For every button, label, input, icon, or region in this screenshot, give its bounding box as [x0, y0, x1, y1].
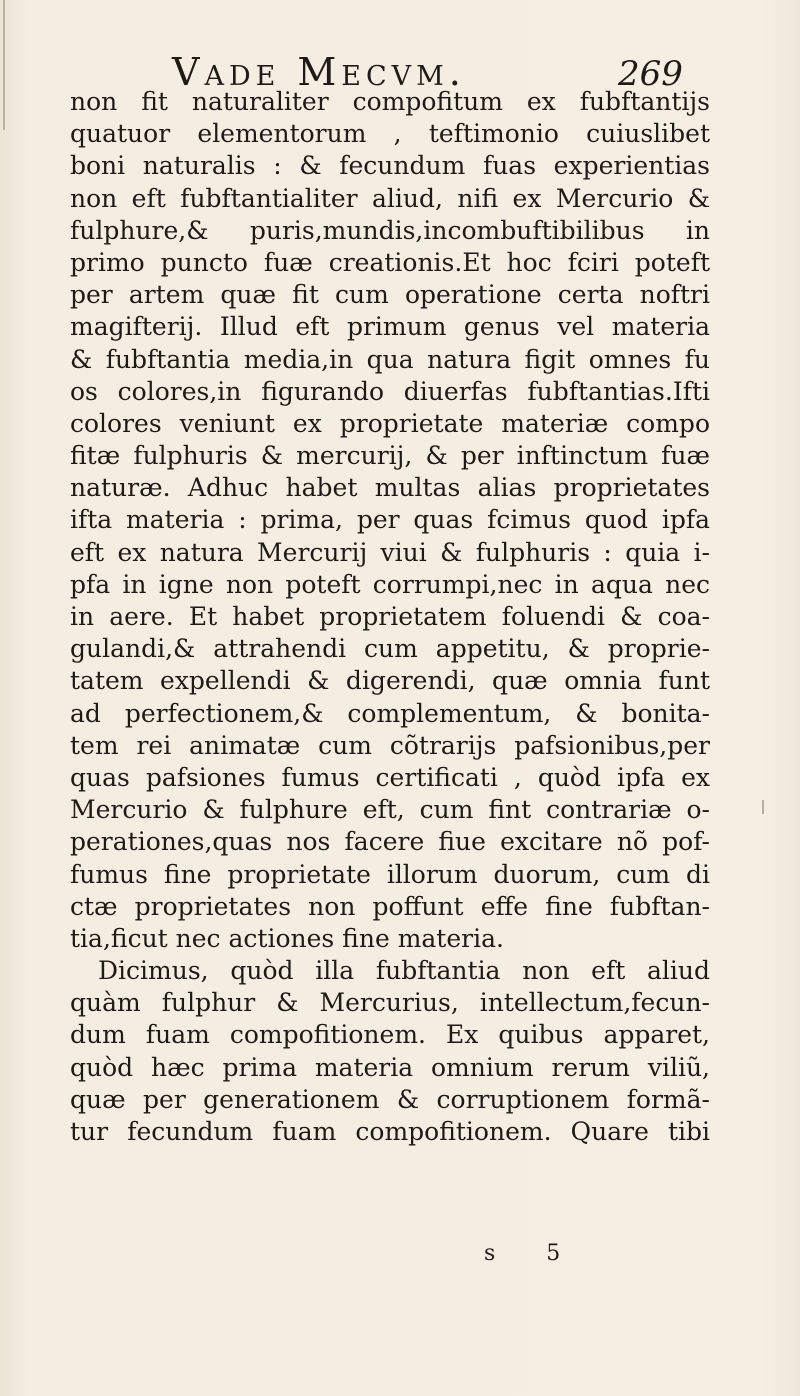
text-line: os colores,in figurando diuerfas fubftantias.Ifti	[70, 376, 710, 406]
text-line: Mercurio & fulphure eft, cum fint contrariæ o-	[70, 795, 710, 825]
text-line: per artem quæ fit cum operatione certa noftri	[70, 280, 710, 310]
text-line: non fit naturaliter compofitum ex fubftantijs	[70, 87, 710, 116]
text-line: gulandi,& attrahendi cum appetitu, & proprie-	[70, 634, 710, 664]
text-line: quòd hæc prima materia omnium rerum viliũ,	[70, 1052, 710, 1082]
text-line: tem rei animatæ cum cõtrarijs pafsionibus,per	[70, 730, 710, 760]
text-line: quas pafsiones fumus certificati , quòd ipfa ex	[70, 762, 710, 792]
text-line: tur fecundum fuam compofitionem. Quare tibi	[70, 1117, 710, 1146]
text-line: magifterij. Illud eft primum genus vel materia	[70, 312, 710, 342]
text-line: naturæ. Adhuc habet multas alias proprietates	[70, 473, 710, 503]
margin-speck	[762, 800, 764, 814]
text-line: colores veniunt ex proprietate materiæ compo	[70, 408, 710, 438]
text-line: eft ex natura Mercurij viui & fulphuris : quia i-	[70, 537, 710, 567]
text-line-paragraph-start: Dicimus, quòd illa fubftantia non eft aliud	[98, 956, 710, 986]
text-line: in aere. Et habet proprietatem foluendi & coa-	[70, 602, 710, 631]
text-line-paragraph-end: tia,ficut nec actiones fine materia.	[70, 923, 504, 953]
page-number: 269	[618, 54, 683, 94]
signature-mark: s 5	[484, 1241, 583, 1266]
text-line: ifta materia : prima, per quas fcimus quod ipfa	[70, 505, 710, 535]
text-line: tatem expellendi & digerendi, quæ omnia funt	[70, 666, 710, 696]
text-line: pfa in igne non poteft corrumpi,nec in aqua nec	[70, 569, 710, 599]
text-line: ad perfectionem,& complementum, & bonita-	[70, 698, 710, 728]
text-line: ctæ proprietates non poffunt effe fine fubftan-	[70, 891, 710, 921]
text-line: fumus fine proprietate illorum duorum, cum di	[70, 859, 710, 889]
body-text	[70, 86, 710, 1148]
text-line: boni naturalis : & fecundum fuas experientias	[70, 151, 710, 181]
text-line: perationes,quas nos facere fiue excitare nõ pof-	[70, 827, 710, 857]
text-line: fulphure,& puris,mundis,incombuftibilibus in	[70, 215, 710, 245]
text-line: non eft fubftantialiter aliud, nifi ex Mercurio &	[70, 183, 710, 213]
text-line: dum fuam compofitionem. Ex quibus apparet,	[70, 1020, 710, 1050]
text-line: quatuor elementorum , teftimonio cuiuslibet	[70, 119, 710, 149]
text-line: quæ per generationem & corruptionem formã-	[70, 1084, 710, 1114]
text-line: & fubftantia media,in qua natura figit omnes fu	[70, 344, 710, 374]
text-line: fitæ fulphuris & mercurij, & per inftinctum fuæ	[70, 441, 710, 471]
text-line: quàm fulphur & Mercurius, intellectum,fecun-	[70, 988, 710, 1018]
running-title: Vade Mecvm.	[172, 50, 466, 94]
text-line: primo puncto fuæ creationis.Et hoc fciri poteft	[70, 247, 710, 277]
